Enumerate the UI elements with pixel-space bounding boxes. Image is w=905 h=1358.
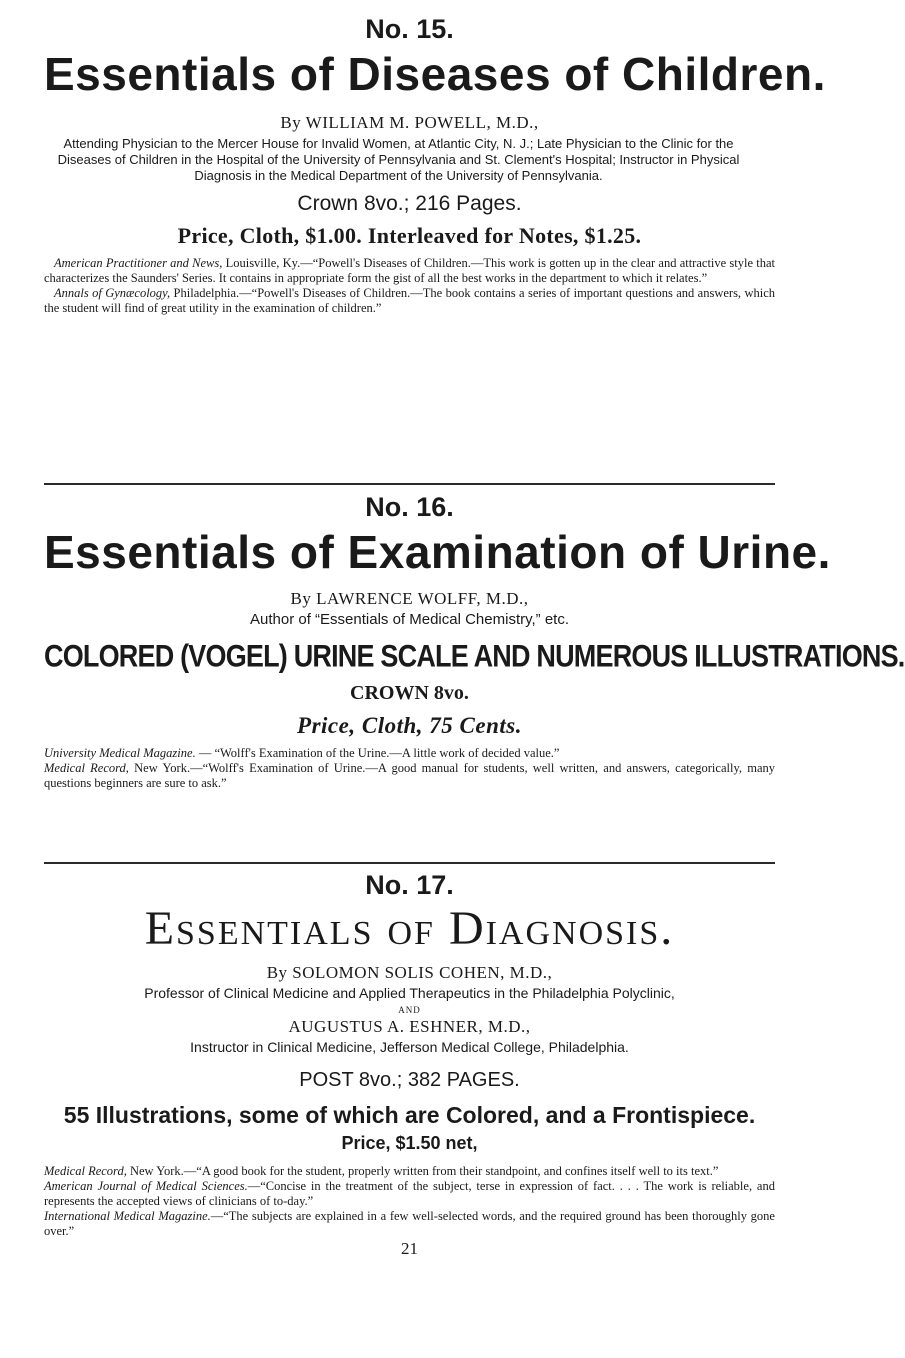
book-15-title: Essentials of Diseases of Children. xyxy=(44,48,826,100)
book-17-section xyxy=(44,870,775,1259)
book-16-byline: By LAWRENCE WOLFF, M.D., xyxy=(290,589,529,608)
book-17-format: POST 8vo.; 382 PAGES. xyxy=(299,1069,520,1091)
book-17-review-1 xyxy=(44,1164,775,1179)
book-16-section xyxy=(44,492,905,791)
review-source: Medical Record, xyxy=(44,1164,127,1178)
review-source: International Medical Magazine. xyxy=(44,1209,211,1223)
book-15-review-1 xyxy=(44,256,775,286)
book-17-affiliation: Professor of Clinical Medicine and Applied Therapeutics in the Philadelphia Polyclinic, xyxy=(144,985,675,1001)
book-16-affiliation: Author of “Essentials of Medical Chemistry,” etc. xyxy=(250,611,569,628)
book-15-price: Price, Cloth, $1.00. Interleaved for Notes, $1.25. xyxy=(177,223,642,248)
review-source: University Medical Magazine. xyxy=(44,746,196,760)
book-17-review-3 xyxy=(44,1209,775,1239)
book-15-format: Crown 8vo.; 216 Pages. xyxy=(297,192,522,215)
review-text: —“Concise in the treatment of the subject, terse in expression of fact. . . . The work is reliable, and represents the accepted views of clinicians of to-day.” xyxy=(44,1179,775,1208)
book-16-price: Price, Cloth, 75 Cents. xyxy=(297,713,522,738)
book-16-number: No. 16. xyxy=(365,492,454,522)
divider-rule xyxy=(44,862,775,864)
book-15-affiliation: Attending Physician to the Mercer House for Invalid Women, at Atlantic City, N. J.; Late Physician to the Clinic for the Diseases of Children in the Hospital of the University of Pennsylvania and St. Clement's Hospital; Instructor in Physical Diagnosis in the Medical Department of the University of Pennsylvania. xyxy=(57,136,740,183)
review-text: — “Wolff's Examination of the Urine.—A little work of decided value.” xyxy=(195,746,560,760)
book-16-review-2 xyxy=(44,761,775,791)
book-17-price: Price, $1.50 net, xyxy=(341,1133,478,1153)
review-text: Louisville, Ky.—“Powell's Diseases of Children.—This work is gotten up in the clear and attractive style that characterizes the Saunders' Series. It contains in appropriate form the gist of all the best works in the department to which it relates.” xyxy=(44,256,775,285)
review-source: American Practitioner and News, xyxy=(54,256,223,270)
book-15-section xyxy=(44,14,826,316)
catalog-page xyxy=(44,0,905,1358)
review-text: New York.—“Wolff's Examination of Urine.—A good manual for students, well written, and answers, categorically, many questions beginners are sure to ask.” xyxy=(44,761,775,790)
review-text: New York.—“A good book for the student, properly written from their standpoint, and confines itself well to its text.” xyxy=(126,1164,719,1178)
review-text: Philadelphia.—“Powell's Diseases of Children.—The book contains a series of important questions and answers, which the student will find of great utility in the examination of children.” xyxy=(44,286,775,315)
book-15-review-2 xyxy=(44,286,775,316)
book-17-title: Essentials of Diagnosis. xyxy=(144,902,675,955)
book-17-reviews xyxy=(44,1164,775,1239)
book-16-format: CROWN 8vo. xyxy=(350,682,469,704)
book-16-reviews xyxy=(44,746,775,791)
book-15-number: No. 15. xyxy=(365,14,454,44)
review-source: Annals of Gynæcology, xyxy=(54,286,171,300)
book-17-and: AND xyxy=(398,1005,421,1015)
review-source: Medical Record, xyxy=(44,761,129,775)
book-16-title: Essentials of Examination of Urine. xyxy=(44,526,831,578)
divider-rule xyxy=(44,483,775,485)
book-15-byline: By WILLIAM M. POWELL, M.D., xyxy=(280,113,539,132)
book-17-feature: 55 Illustrations, some of which are Colored, and a Frontispiece. xyxy=(63,1102,756,1128)
book-17-byline-2: AUGUSTUS A. ESHNER, M.D., xyxy=(288,1017,531,1036)
review-source: American Journal of Medical Sciences. xyxy=(44,1179,248,1193)
book-16-feature: COLORED (VOGEL) URINE SCALE AND NUMEROUS ILLUSTRATIONS. xyxy=(44,638,905,674)
page-number: 21 xyxy=(401,1239,418,1258)
book-17-byline: By SOLOMON SOLIS COHEN, M.D., xyxy=(266,963,553,982)
book-17-number: No. 17. xyxy=(365,870,454,900)
book-17-affiliation-2: Instructor in Clinical Medicine, Jefferson Medical College, Philadelphia. xyxy=(190,1039,629,1055)
book-16-review-1 xyxy=(44,746,775,761)
review-text: —“The subjects are explained in a few well-selected words, and the required ground has been thoroughly gone over.” xyxy=(44,1209,775,1238)
book-17-review-2 xyxy=(44,1179,775,1209)
book-15-reviews xyxy=(44,256,775,316)
